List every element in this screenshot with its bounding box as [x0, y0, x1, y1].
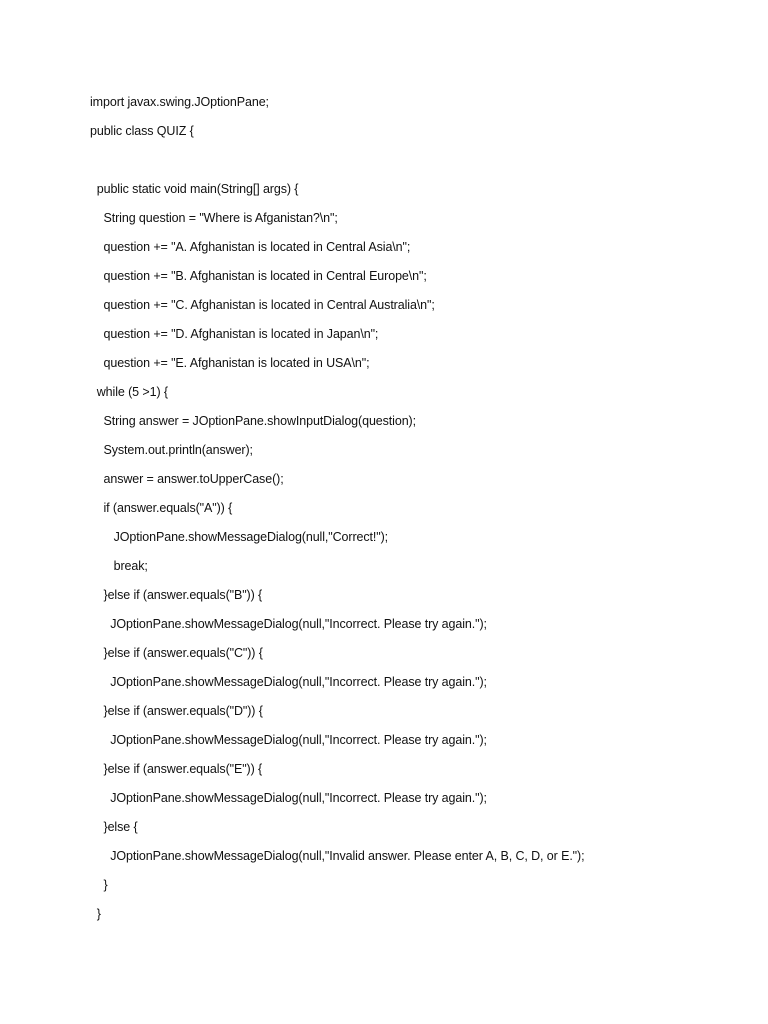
code-line-24: }else if (answer.equals("E")) {	[90, 762, 263, 776]
code-line-26: }else {	[90, 820, 138, 834]
code-line-11: while (5 >1) {	[90, 385, 168, 399]
code-line-23: JOptionPane.showMessageDialog(null,"Incorrect. Please try again.");	[90, 733, 487, 747]
code-line-29: }	[90, 907, 101, 921]
code-line-6: question += "A. Afghanistan is located in Central Asia\n";	[90, 240, 411, 254]
code-line-17: break;	[90, 559, 148, 573]
code-line-4: public static void main(String[] args) {	[90, 182, 299, 196]
code-line-15: if (answer.equals("A")) {	[90, 501, 233, 515]
code-line-20: }else if (answer.equals("C")) {	[90, 646, 263, 660]
code-line-14: answer = answer.toUpperCase();	[90, 472, 284, 486]
code-line-9: question += "D. Afghanistan is located in Japan\n";	[90, 327, 379, 341]
code-line-8: question += "C. Afghanistan is located in Central Australia\n";	[90, 298, 435, 312]
code-line-28: }	[90, 878, 108, 892]
code-line-13: System.out.println(answer);	[90, 443, 253, 457]
code-line-18: }else if (answer.equals("B")) {	[90, 588, 263, 602]
code-line-7: question += "B. Afghanistan is located in Central Europe\n";	[90, 269, 427, 283]
code-line-21: JOptionPane.showMessageDialog(null,"Incorrect. Please try again.");	[90, 675, 487, 689]
code-line-19: JOptionPane.showMessageDialog(null,"Incorrect. Please try again.");	[90, 617, 487, 631]
code-line-2: public class QUIZ {	[90, 124, 194, 138]
code-line-5: String question = "Where is Afganistan?\n";	[90, 211, 338, 225]
code-line-22: }else if (answer.equals("D")) {	[90, 704, 263, 718]
code-line-16: JOptionPane.showMessageDialog(null,"Correct!");	[90, 530, 389, 544]
code-line-12: String answer = JOptionPane.showInputDialog(question);	[90, 414, 416, 428]
code-line-25: JOptionPane.showMessageDialog(null,"Incorrect. Please try again.");	[90, 791, 487, 805]
code-line-1: import javax.swing.JOptionPane;	[90, 95, 269, 109]
code-line-27: JOptionPane.showMessageDialog(null,"Invalid answer. Please enter A, B, C, D, or E.");	[90, 849, 585, 863]
code-line-10: question += "E. Afghanistan is located in USA\n";	[90, 356, 370, 370]
